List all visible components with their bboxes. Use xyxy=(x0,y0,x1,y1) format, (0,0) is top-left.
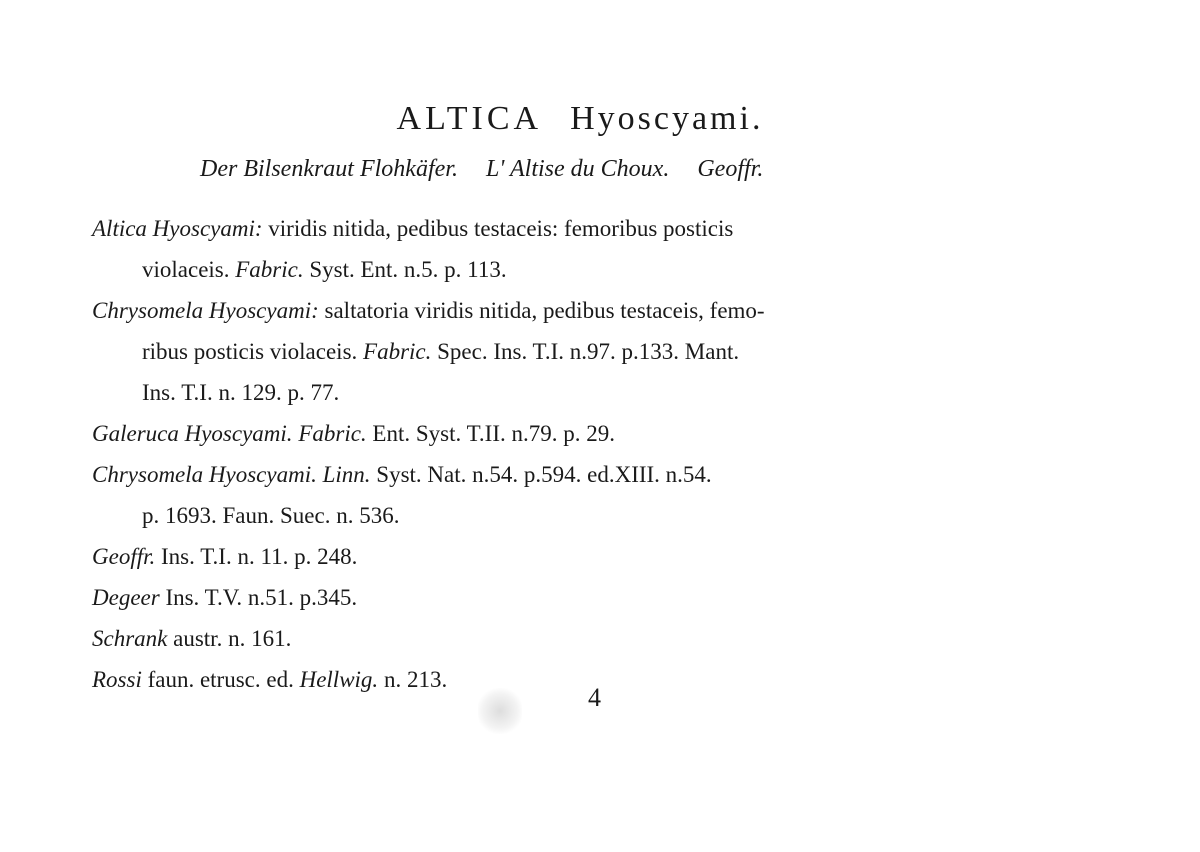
french-name: L' Altise du Choux. xyxy=(485,156,670,182)
synonymy-entry xyxy=(92,618,1112,659)
citation-text: n. 213. xyxy=(378,667,448,692)
species-name: Hyoscyami. xyxy=(570,100,764,137)
italic-name: Fabric. xyxy=(363,339,432,364)
entry-continuation-line xyxy=(142,372,1112,413)
citation-text: austr. n. 161. xyxy=(167,626,292,651)
entry-first-line xyxy=(92,413,1112,454)
synonymy-entry xyxy=(92,290,1112,413)
citation-text: saltatoria viridis nitida, pedibus testaceis, femo- xyxy=(318,298,765,323)
synonymy-entry xyxy=(92,536,1112,577)
citation-text: Syst. Nat. n.54. p.594. ed.XIII. n.54. xyxy=(370,462,712,487)
synonymy-entry xyxy=(92,659,1112,700)
synonymy-entry xyxy=(92,454,1112,536)
entry-continuation-line xyxy=(142,249,1112,290)
citation-text: Spec. Ins. T.I. n.97. p.133. Mant. xyxy=(431,339,740,364)
citation-text: ribus posticis violaceis. xyxy=(142,339,364,364)
entry-first-line xyxy=(92,454,1112,495)
citation-text: Ins. T.I. n. 11. p. 248. xyxy=(155,544,358,569)
german-name: Der Bilsenkraut Flohkäfer. xyxy=(200,156,458,182)
citation-text: p. 1693. Faun. Suec. n. 536. xyxy=(142,503,400,528)
page-title xyxy=(0,100,1160,138)
citation-text: Ins. T.V. n.51. p.345. xyxy=(159,585,358,610)
italic-name: Chrysomela Hyoscyami. xyxy=(92,462,317,487)
citation-text: faun. etrusc. ed. xyxy=(141,667,300,692)
italic-name: Galeruca Hyoscyami. xyxy=(92,421,293,446)
synonymy-list xyxy=(92,208,1112,700)
common-names xyxy=(200,156,791,183)
citation-text: Ent. Syst. T.II. n.79. p. 29. xyxy=(366,421,615,446)
italic-name: Linn. xyxy=(322,462,371,487)
synonymy-entry xyxy=(92,208,1112,290)
french-name-author: Geoffr. xyxy=(697,156,764,182)
entry-first-line xyxy=(92,659,1112,700)
genus-name: ALTICA xyxy=(396,100,543,137)
entry-first-line xyxy=(92,618,1112,659)
italic-name: Fabric. xyxy=(298,421,367,446)
italic-name: Fabric. xyxy=(235,257,304,282)
entry-first-line xyxy=(92,577,1112,618)
page-number: 4 xyxy=(588,683,601,712)
synonymy-entry xyxy=(92,577,1112,618)
citation-text: Syst. Ent. n.5. p. 113. xyxy=(303,257,507,282)
italic-name: Rossi xyxy=(92,667,142,692)
italic-name: Degeer xyxy=(92,585,160,610)
entry-first-line xyxy=(92,290,1112,331)
entry-continuation-line xyxy=(142,495,1112,536)
synonymy-entry xyxy=(92,413,1112,454)
citation-text: viridis nitida, pedibus testaceis: femoribus posticis xyxy=(262,216,734,241)
italic-name: Hellwig. xyxy=(299,667,379,692)
italic-name: Schrank xyxy=(92,626,168,651)
ink-smudge xyxy=(478,688,522,734)
italic-name: Geoffr. xyxy=(92,544,156,569)
italic-name: Chrysomela Hyoscyami: xyxy=(92,298,319,323)
entry-continuation-line xyxy=(142,331,1112,372)
entry-first-line xyxy=(92,536,1112,577)
citation-text: violaceis. xyxy=(142,257,236,282)
citation-text: Ins. T.I. n. 129. p. 77. xyxy=(142,380,340,405)
italic-name: Altica Hyoscyami: xyxy=(92,216,263,241)
entry-first-line xyxy=(92,208,1112,249)
